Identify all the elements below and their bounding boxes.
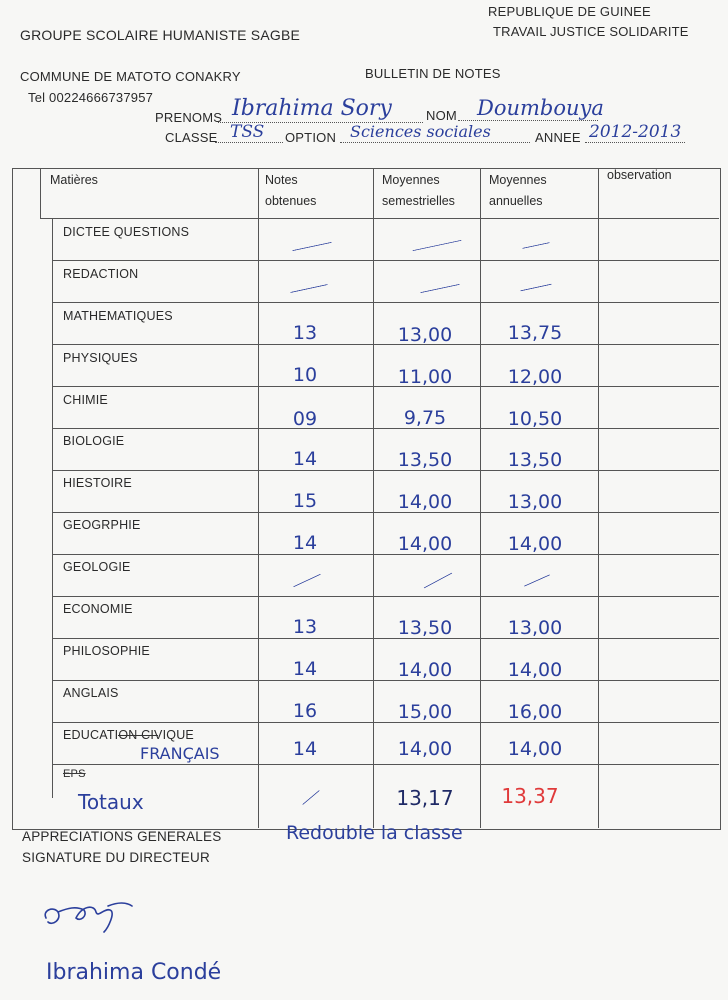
table-row-subject: MATHEMATIQUES [63,309,173,323]
note-value: 14 [292,658,318,680]
col-header-ann-line2: annuelles [489,194,543,208]
total-semester-avg: 13,17 [396,786,454,810]
table-row-subject: BIOLOGIE [63,434,125,448]
semester-avg-value: 14,00 [397,533,453,555]
table-row-subject: DICTEE QUESTIONS [63,225,190,239]
nom-dots [458,120,598,121]
strike-mark [118,735,158,736]
row-divider [52,554,719,555]
col-header-ann-line1: Moyennes [489,173,547,187]
annual-avg-value: 13,00 [507,617,563,639]
director-name: Ibrahima Condé [46,960,222,985]
annual-avg-value: 12,00 [507,366,563,388]
semester-avg-value: 11,00 [397,366,453,388]
classe-dots [215,142,283,143]
annual-avg-value: 14,00 [507,738,563,760]
director-signature-icon [38,888,138,938]
col-header-semestrielles [382,170,455,212]
row-divider [52,470,719,471]
semester-avg-value: 13,00 [397,324,453,346]
row-divider [52,638,719,639]
prenoms-value: Ibrahima Sory [232,96,392,121]
col-divider-1 [258,168,259,828]
col-divider-2 [373,168,374,828]
note-value: 13 [292,322,318,344]
semester-avg-value: 14,00 [397,491,453,513]
semester-avg-value: 14,00 [397,659,453,681]
note-value: 15 [292,490,318,512]
subject-col-left-border [52,218,53,798]
col-divider-4 [598,168,599,828]
table-row-subject: ECONOMIE [63,602,133,616]
col-header-sem-line2: semestrielles [382,194,455,208]
table-row-subject: PHILOSOPHIE [63,644,150,658]
annual-avg-value: 14,00 [507,533,563,555]
total-annual-avg: 13,37 [501,784,559,808]
note-value: 09 [292,408,318,430]
annual-avg-value: 14,00 [507,659,563,681]
semester-avg-value: 14,00 [397,738,453,760]
col-header-notes [265,170,316,212]
nom-label: NOM [426,108,457,123]
commune-label: COMMUNE DE MATOTO CONAKRY [20,69,241,84]
semester-avg-value: 9,75 [403,407,447,429]
annual-avg-value: 13,75 [507,322,563,344]
annee-dots [585,142,685,143]
col-header-notes-line1: Notes [265,173,298,187]
motto-label: TRAVAIL JUSTICE SOLIDARITE [493,24,689,39]
semester-avg-value: 15,00 [397,701,453,723]
table-row-subject: REDACTION [63,267,139,281]
row-divider [52,428,719,429]
col-divider-3 [480,168,481,828]
col-header-observation: observation [607,168,672,182]
note-value: 13 [292,616,318,638]
semester-avg-value: 13,50 [397,617,453,639]
note-value: 16 [292,700,318,722]
nom-value: Doumbouya [477,96,604,120]
table-row-subject: GEOGRPHIE [63,518,141,532]
row-divider [52,596,719,597]
annee-value: 2012-2013 [589,122,682,142]
col-header-annuelles [489,170,547,212]
row-divider [52,386,719,387]
option-value: Sciences sociales [350,122,491,141]
classe-value: TSS [230,122,265,142]
totaux-label: Totaux [78,790,144,814]
eps-label: EPS [63,768,86,780]
telephone-label: Tel 00224666737957 [28,90,154,105]
table-row-subject: HIESTOIRE [63,476,132,490]
note-value: 10 [292,364,318,386]
prenoms-label: PRENOMS [155,110,223,125]
table-row-subject: EDUCATION CIVIQUE [63,728,194,742]
table-row-subject: CHIMIE [63,393,108,407]
annee-label: ANNEE [535,130,581,145]
school-name: GROUPE SCOLAIRE HUMANISTE SAGBE [20,27,301,43]
option-label: OPTION [285,130,337,145]
appreciations-value: Redouble la classe [286,822,463,844]
annual-avg-value: 10,50 [507,408,563,430]
header-divider [258,218,719,219]
row-divider [52,260,719,261]
table-row-subject: PHYSIQUES [63,351,138,365]
col-header-sem-line1: Moyennes [382,173,440,187]
signature-label: SIGNATURE DU DIRECTEUR [22,850,210,865]
table-row-subject: GEOLOGIE [63,560,131,574]
row-divider [52,722,719,723]
francais-handwritten: FRANÇAIS [140,744,220,763]
row-divider [52,512,719,513]
annual-avg-value: 13,00 [507,491,563,513]
semester-avg-value: 13,50 [397,449,453,471]
note-value: 14 [292,738,318,760]
row-divider [52,302,719,303]
document-title: BULLETIN DE NOTES [365,66,501,81]
annual-avg-value: 16,00 [507,701,563,723]
col-header-matieres: Matières [50,173,98,187]
appreciations-label: APPRECIATIONS GENERALES [22,829,222,844]
note-value: 14 [292,532,318,554]
row-divider [52,764,719,765]
col-header-notes-line2: obtenues [265,194,317,208]
classe-label: CLASSE [165,130,218,145]
row-divider [52,344,719,345]
table-row-subject: ANGLAIS [63,686,119,700]
row-divider [52,680,719,681]
annual-avg-value: 13,50 [507,449,563,471]
note-value: 14 [292,448,318,470]
option-dots [340,142,530,143]
republic-label: REPUBLIQUE DE GUINEE [488,4,651,19]
